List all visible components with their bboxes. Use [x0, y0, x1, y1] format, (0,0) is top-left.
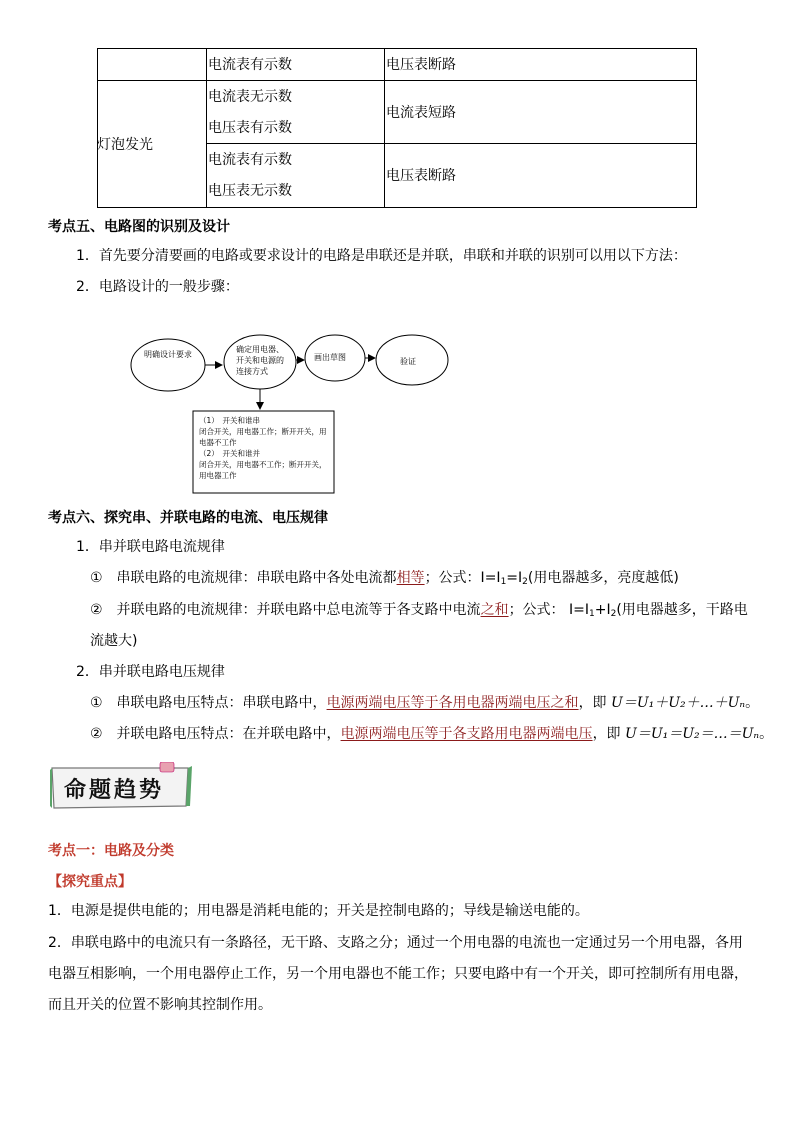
flow-node-ellipse	[131, 339, 205, 391]
current-rule-series	[90, 569, 679, 591]
trend-tag: 【探究重点】	[48, 874, 132, 890]
section-title: 考点五、电路图的识别及设计	[48, 219, 230, 235]
table-cell: 电流表无示数	[208, 89, 292, 105]
table-cell: 电流表有示数	[208, 57, 292, 73]
underlined-text: 相等	[396, 570, 425, 586]
text: ② 并联电路电压特点：在并联电路中，	[90, 726, 341, 742]
formula: U＝U₁＝U₂＝…＝Uₙ	[625, 726, 760, 742]
paragraph: 2．串联电路中的电流只有一条路径，无干路、支路之分；通过一个用电器的电流也一定通过另一个用电器，各用	[48, 935, 743, 951]
table-cell: 电压表断路	[386, 57, 456, 73]
flow-node-line: 开关和电源的	[236, 356, 284, 365]
table-group-label: 灯泡发光	[97, 137, 153, 153]
paragraph-continuation: 流越大)	[90, 633, 138, 649]
underlined-text: 电源两端电压等于各用电器两端电压之和	[326, 695, 579, 711]
subscript: 2	[610, 609, 617, 619]
flow-note-line: 闭合开关，用电器工作；断开开关，用	[199, 427, 327, 436]
paper-clip-icon	[160, 762, 174, 772]
banner-label: 命题趋势	[64, 777, 165, 803]
text: ① 串联电路的电流规律：串联电路中各处电流都	[90, 570, 397, 586]
flow-note-line: 闭合开关，用电器不工作；断开开关，	[199, 460, 327, 469]
text: =I	[506, 570, 523, 586]
text: (用电器越多，干路电	[616, 602, 748, 618]
table-cell: 电压表断路	[386, 168, 456, 184]
text: ，即	[578, 695, 612, 711]
flow-note-line: （1） 开关和谁串	[199, 416, 261, 425]
table-cell: 电压表无示数	[208, 183, 292, 199]
paragraph: 1．电源是提供电能的；用电器是消耗电能的；开关是控制电路的；导线是输送电能的。	[48, 903, 589, 919]
sub-heading: 2．串并联电路电压规律	[76, 664, 225, 680]
text: +I	[594, 602, 611, 618]
flow-node-verify: 验证	[400, 357, 416, 366]
text: 。	[759, 726, 774, 742]
text: (用电器越多，亮度越低)	[527, 570, 679, 586]
underlined-text: 电源两端电压等于各支路用电器两端电压	[340, 726, 593, 742]
text: ② 并联电路的电流规律：并联电路中总电流等于各支路中电流	[90, 602, 481, 618]
trend-banner	[48, 762, 194, 812]
flow-note-line: 电器不工作	[199, 438, 237, 447]
trend-title: 考点一：电路及分类	[48, 843, 174, 859]
subscript: 1	[500, 577, 507, 587]
flow-note-line: 用电器工作	[199, 471, 237, 480]
subscript: 2	[522, 577, 528, 587]
paragraph: 电器互相影响，一个用电器停止工作，另一个用电器也不能工作；只要电路中有一个开关，即可控制所有用电器，	[48, 966, 748, 982]
section-title: 考点六、探究串、并联电路的电流、电压规律	[48, 510, 328, 526]
current-rule-parallel	[90, 601, 748, 623]
text: ；公式： I=I	[508, 602, 590, 618]
paragraph: 2．电路设计的一般步骤：	[76, 279, 239, 295]
text: 。	[745, 695, 760, 711]
text: ；公式：I=I	[424, 570, 501, 586]
underlined-text: 之和	[480, 602, 509, 618]
text: ，即	[592, 726, 626, 742]
paragraph: 而且开关的位置不影响其控制作用。	[48, 997, 272, 1013]
flow-node-line: 确定用电器、	[236, 345, 284, 354]
subscript: 1	[589, 609, 595, 619]
table-cell: 电压表有示数	[208, 120, 292, 136]
voltage-rule-series	[90, 694, 759, 712]
text: ① 串联电路电压特点：串联电路中，	[90, 695, 327, 711]
flow-note-text	[199, 415, 335, 481]
voltage-rule-parallel	[90, 725, 773, 743]
flow-node-connection	[236, 344, 298, 377]
flow-node-requirements: 明确设计要求	[144, 350, 192, 359]
paragraph: 1．首先要分清要画的电路或要求设计的电路是串联还是并联，串联和并联的识别可以用以下方法：	[76, 248, 687, 264]
flow-note-line: （2） 开关和谁并	[199, 449, 261, 458]
formula: U＝U₁＋U₂＋…＋Uₙ	[611, 695, 746, 711]
flow-node-sketch: 画出草图	[314, 353, 346, 362]
sub-heading: 1．串并联电路电流规律	[76, 539, 225, 555]
table-cell: 电流表有示数	[208, 152, 292, 168]
flow-node-line: 连接方式	[236, 367, 268, 376]
table-cell: 电流表短路	[386, 105, 456, 121]
